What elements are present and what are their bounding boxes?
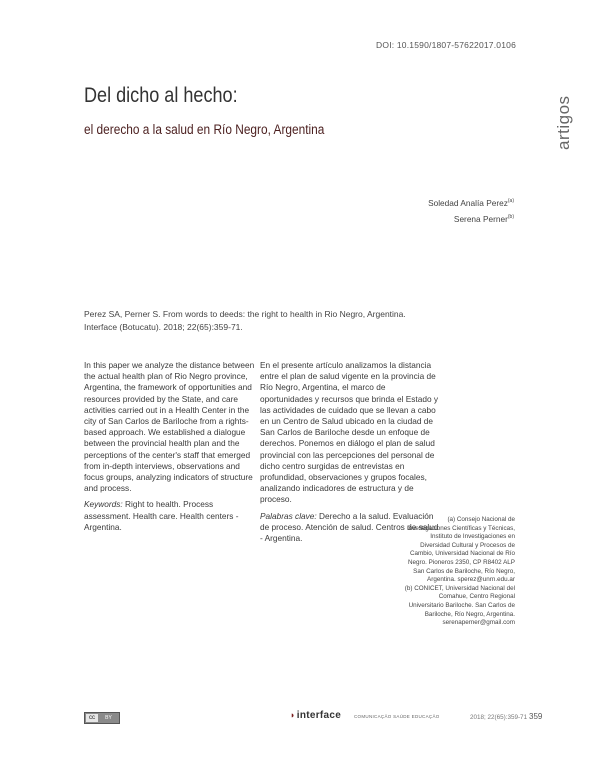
affiliation-a: (a) Consejo Nacional de Investigaciones Científicas y Técnicas, Instituto de Investigaciones en Diversidad Cultural y Procesos de Cambio, Universidad Nacional de Río Negro. Pioneros 2350, CP R8402 ALP San Carlos de Bariloche, Río Negro, Argentina. sperez@unrn.edu.ar: [406, 516, 515, 584]
doi-text: DOI: 10.1590/1807-57622017.0106: [376, 40, 516, 50]
keywords: [84, 499, 256, 533]
section-label-text: artigos: [554, 95, 573, 150]
citation: Perez SA, Perner S. From words to deeds: the right to health in Rio Negro, Argentina. Interface (Botucatu). 2018; 22(65):359-71.: [84, 309, 406, 332]
author-1: [428, 194, 514, 210]
page-number: 359: [529, 712, 543, 721]
affiliations: [403, 516, 515, 628]
keywords-label: Palabras clave:: [260, 510, 317, 521]
author-mark: (a): [507, 198, 514, 204]
keywords-text: Derecho a la salud. Evaluación de proceso. Atención de salud. Centros de salud - Argentina.: [260, 510, 439, 544]
author-list: [428, 194, 514, 226]
cc-by-icon: BY: [105, 715, 112, 721]
author-mark: (b): [507, 213, 514, 220]
abstract-text: En el presente artículo analizamos la distancia entre el plan de salud vigente en la provincia de Río Negro, Argentina, el marco de oportunidades y recursos que brinda el Estado y las actividades de cuidado que se llevan a cabo en un Centro de Salud ubicado en la ciudad de San Carlos de Bariloche desde un enfoque de derechos. Ponemos en diálogo el plan de salud provincial con las percepciones del personal de dicho centro surgidas de entrevistas en profundidad, observaciones y grupos focales, analizando indicadores de estructura y de proceso.: [260, 360, 439, 505]
keywords-label: Keywords:: [84, 499, 123, 510]
article-subtitle: el derecho a la salud en Río Negro, Argentina: [84, 122, 325, 137]
author-2: [428, 210, 514, 226]
cc-icon: cc: [86, 714, 98, 722]
abstract-text: In this paper we analyze the distance between the actual health plan of Rio Negro province, Argentina, the framework of opportunities and resources provided by the State, and care activities carried out in a Health Center in the city of San Carlos de Bariloche from a rights-based approach. We established a dialogue between the provincial health plan and the perceptions of the center's staff that emerged from in-depth interviews, observations and focus groups, analyzing indicators of structure and process.: [84, 360, 255, 494]
volume-info: 2018; 22(65):359-71: [470, 714, 528, 721]
cc-license-badge[interactable]: [84, 712, 120, 724]
journal-logo: [290, 710, 341, 721]
abstract-english: [84, 360, 256, 538]
author-name: Serena Perner: [453, 213, 508, 224]
journal-logo-text: interface: [296, 710, 342, 721]
journal-tagline: COMUNICAÇÃO SAÚDE EDUCAÇÃO: [354, 714, 440, 719]
keywords-text: Right to health. Process assessment. Health care. Health centers - Argentina.: [84, 499, 239, 532]
affiliation-b: (b) CONICET, Universidad Nacional del Comahue, Centro Regional Universitario Bariloche. San Carlos de Bariloche, Río Negro, Argentina. serenaperner@gmail.com: [404, 584, 515, 627]
author-name: Soledad Analía Perez: [428, 197, 508, 208]
article-title: Del dicho al hecho:: [84, 84, 238, 107]
interface-logo-icon: ◗: [290, 710, 296, 720]
section-label: [552, 80, 582, 150]
